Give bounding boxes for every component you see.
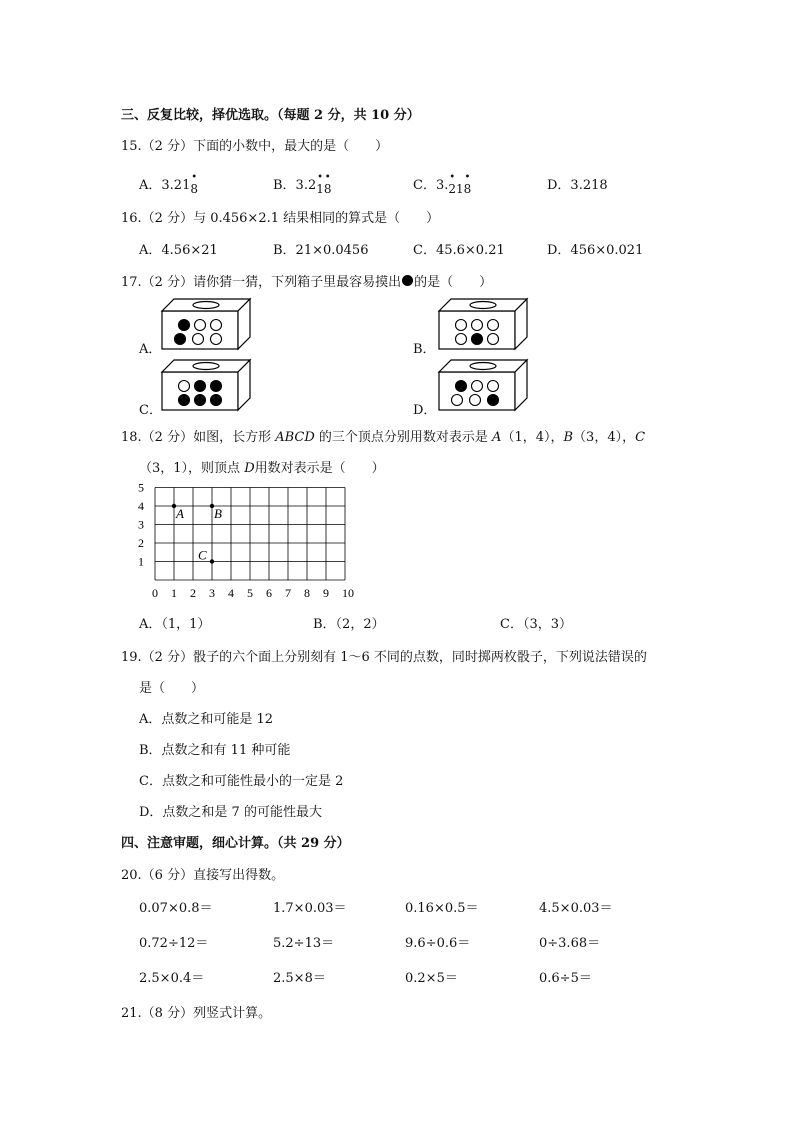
q20-item: 0.07×0.8＝ [139, 901, 213, 916]
grid-point-label: B [214, 506, 222, 521]
q20-item: 9.6÷0.6＝ [405, 936, 471, 951]
q17-box-d [437, 358, 529, 413]
section-4-heading: 四、注意审题，细心计算。（共 29 分） [121, 836, 350, 851]
grid-y-label: 2 [138, 536, 144, 550]
q20-item: 1.7×0.03＝ [273, 901, 347, 916]
section-3-heading: 三、反复比较，择优选取。（每题 2 分，共 10 分） [121, 108, 420, 123]
grid-y-label: 3 [138, 517, 144, 532]
white-ball [472, 381, 483, 392]
q16-option-a: A．4.56×21 [139, 243, 218, 258]
q15-stem: 15.（2 分）下面的小数中，最大的是（ ） [121, 139, 389, 154]
q17-label-b: B． [413, 342, 436, 357]
white-ball [195, 320, 206, 331]
white-ball [211, 334, 222, 345]
q18-stem-line1: 18.（2 分）如图，长方形 ABCD 的三个顶点分别用数对表示是 A（1，4），B（3，4），C [121, 430, 646, 445]
grid-x-label: 2 [190, 586, 196, 600]
black-ball [488, 395, 499, 406]
grid-x-label: 7 [285, 586, 291, 600]
white-ball [472, 320, 483, 331]
q17-box-c [160, 358, 252, 413]
q19-option-c: C．点数之和可能性最小的一定是 2 [139, 774, 344, 789]
q17-box-a [160, 297, 252, 352]
grid-x-label: 10 [342, 586, 354, 600]
black-ball [195, 395, 206, 406]
grid-x-label: 5 [247, 586, 253, 600]
white-ball [193, 334, 204, 345]
grid-y-label: 4 [138, 499, 144, 513]
grid-point [210, 559, 214, 563]
grid-x-label: 6 [266, 586, 272, 600]
q20-item: 5.2÷13＝ [273, 936, 335, 951]
q16-option-b: B．21×0.0456 [273, 243, 369, 258]
q20-item: 0÷3.68＝ [539, 936, 601, 951]
grid-x-label: 9 [323, 586, 329, 600]
white-ball [488, 320, 499, 331]
q16-stem: 16.（2 分）与 0.456×2.1 结果相同的算式是（ ） [121, 211, 440, 226]
q18-grid [130, 482, 365, 604]
white-ball [179, 381, 190, 392]
q20-item: 4.5×0.03＝ [539, 901, 613, 916]
black-ball [472, 334, 483, 345]
black-ball [179, 320, 190, 331]
q15-option-d: D．3.218 [547, 178, 608, 193]
q16-option-c: C．45.6×0.21 [413, 243, 505, 258]
q19-option-b: B．点数之和有 11 种可能 [139, 743, 291, 758]
grid-point-label: A [176, 506, 184, 521]
white-ball [211, 320, 222, 331]
q17-stem: 17.（2 分）请你猜一猜，下列箱子里最容易摸出 的是（ ） [121, 275, 493, 290]
q17-label-c: C． [139, 403, 162, 418]
grid-x-label: 8 [304, 586, 310, 600]
black-ball [211, 395, 222, 406]
white-ball [456, 320, 467, 331]
q21-stem: 21.（8 分）列竖式计算。 [121, 1006, 272, 1021]
grid-y-label: 1 [138, 554, 144, 569]
q15-option-c: C．3. • 21 • 8 [413, 172, 472, 196]
grid-point-label: C [198, 547, 207, 563]
q18-option-c: C．（3，3） [500, 617, 572, 632]
q20-item: 2.5×0.4＝ [139, 971, 205, 986]
white-ball [470, 395, 481, 406]
q17-label-d: D． [413, 403, 437, 418]
q20-item: 0.2×5＝ [405, 971, 458, 986]
white-ball [456, 334, 467, 345]
q20-item: 0.6÷5＝ [539, 971, 592, 986]
q19-option-a: A．点数之和可能是 12 [139, 712, 274, 727]
q18-option-a: A．（1，1） [139, 617, 211, 632]
white-ball [488, 381, 499, 392]
q20-stem: 20.（6 分）直接写出得数。 [121, 868, 285, 883]
white-ball [452, 395, 463, 406]
q19-option-d: D．点数之和是 7 的可能性最大 [139, 805, 322, 820]
black-ball-icon [402, 275, 413, 286]
white-ball [488, 334, 499, 345]
grid-x-label: 1 [171, 586, 177, 600]
q17-label-a: A． [139, 342, 162, 357]
q20-item: 0.16×0.5＝ [405, 901, 479, 916]
black-ball [211, 381, 222, 392]
q20-item: 2.5×8＝ [273, 971, 326, 986]
q19-stem-line1: 19.（2 分）骰子的六个面上分别刻有 1～6 不同的点数，同时掷两枚骰子，下列说法错误的 [121, 650, 647, 665]
q18-stem-line2: （3，1），则顶点 D用数对表示是（ ） [139, 461, 385, 476]
black-ball [175, 334, 186, 345]
q17-box-b [437, 297, 529, 352]
grid-x-label: 0 [152, 586, 158, 600]
grid-x-label: 4 [228, 586, 234, 600]
grid-x-label: 3 [209, 586, 215, 600]
q20-item: 0.72÷12＝ [139, 936, 209, 951]
black-ball [179, 395, 190, 406]
grid-y-label: 5 [138, 482, 144, 495]
q19-stem-line2: 是（ ） [139, 681, 205, 696]
q15-option-b: B．3.2 • 1 • 8 [273, 172, 332, 196]
black-ball [456, 381, 467, 392]
q16-option-d: D．456×0.021 [547, 243, 644, 258]
q18-option-b: B．（2，2） [313, 617, 385, 632]
q15-option-a: A．3.21 • 8 [139, 172, 198, 196]
black-ball [195, 381, 206, 392]
